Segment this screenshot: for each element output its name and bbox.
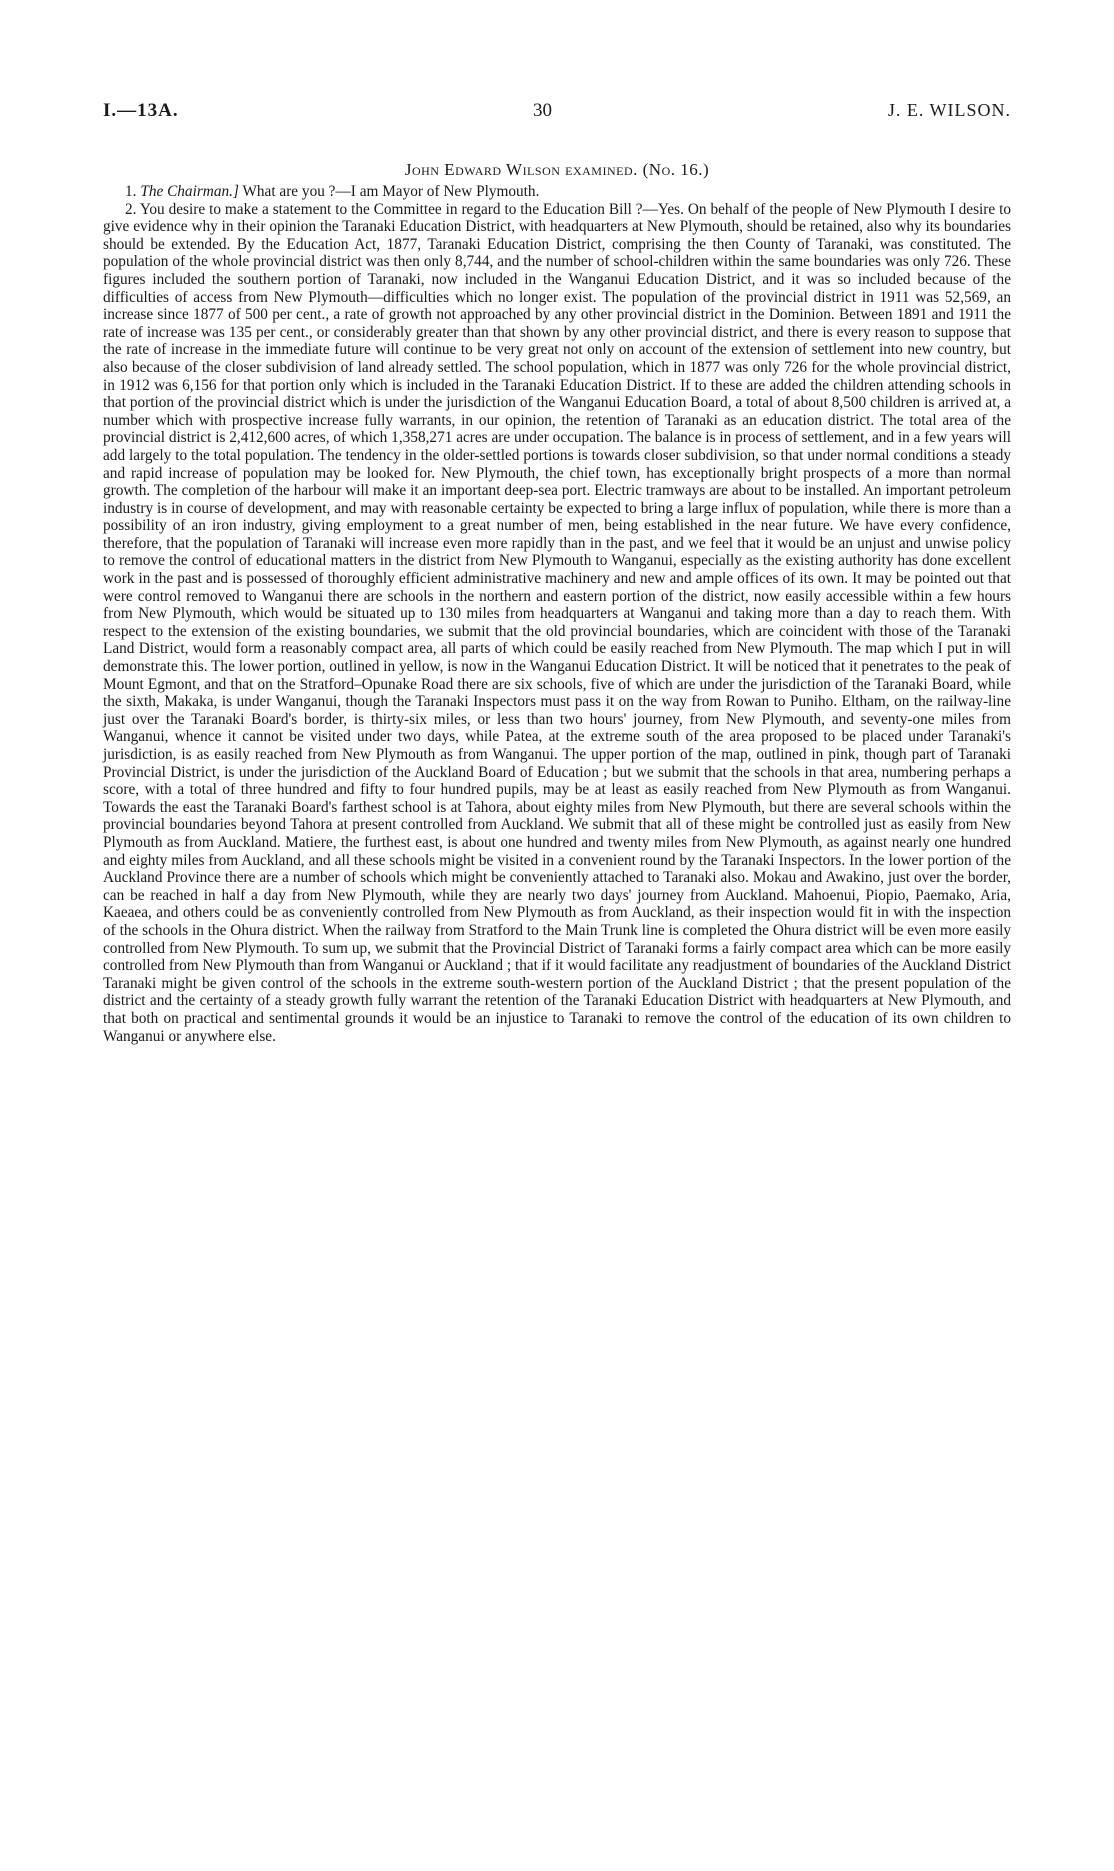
examination-heading: John Edward Wilson examined. (No. 16.) xyxy=(404,160,710,179)
question-number: 2. xyxy=(125,200,137,218)
question-text: You desire to make a statement to the Committee in regard to the Education Bill ?—Yes. On behalf of the people of New Plymouth I desire to give evidence why in their opinion the Taranaki Education District, with headquarters at New Plymouth, should be retained, also why its boundaries should be extended. By the Education Act, 1877, Taranaki Education District, comprising the then County of Taranaki, was constituted. The population of the whole provincial district was then only 8,744, and the number of school-children within the same boundaries was only 726. These figures included the southern portion of Taranaki, now included in the Wanganui Education District, and it was so included because of the difficulties of access from New Plymouth—difficulties which no longer exist. The population of the provincial district in 1911 was 52,569, an increase since 1877 of 500 per cent., a rate of growth not approached by any other provincial district in the Dominion. Between 1891 and 1911 the rate of increase was 135 per cent., or considerably greater than that shown by any other provincial district, and there is every reason to suppose that the rate of increase in the immediate future will continue to be very great not only on account of the extension of settlement into new country, but also because of the closer subdivision of land already settled. The school population, which in 1877 was only 726 for the whole provincial district, in 1912 was 6,156 for that portion only which is included in the Taranaki Education District. If to these are added the children attending schools in that portion of the provincial district which is under the jurisdiction of the Wanganui Education Board, a total of about 8,500 children is arrived at, a number which with prospective increase fully warrants, in our opinion, the retention of Taranaki as an education district. The total area of the provincial district is 2,412,600 acres, of which 1,358,271 acres are under occupation. The balance is in process of settlement, and in a few years will add largely to the total population. The tendency in the older-settled portions is towards closer subdivision, so that under normal conditions a steady and rapid increase of population may be looked for. New Plymouth, the chief town, has exceptionally bright prospects of a more than normal growth. The completion of the harbour will make it an important deep-sea port. Electric tramways are about to be installed. An important petroleum industry is in course of development, and may with reasonable certainty be expected to bring a large influx of population, while there is more than a possibility of an iron industry, giving employment to a great number of men, being established in the near future. We have every confidence, therefore, that the population of Taranaki will increase even more rapidly than in the past, and we feel that it would be an unjust and unwise policy to remove the control of educational matters in the district from New Plymouth to Wanganui, especially as the existing authority has done excellent work in the past and is possessed of thoroughly efficient administrative machinery and new and ample offices of its own. It may be pointed out that were control removed to Wanganui there are schools in the northern and eastern portion of the district, now easily accessible within a few hours from New Plymouth, which would be situated up to 130 miles from headquarters at Wanganui and taking more than a day to reach them. With respect to the extension of the existing boundaries, we submit that the old provincial boundaries, which are coincident with those of the Taranaki Land District, would form a reasonably compact area, all parts of which could be easily reached from New Plymouth. The map which I put in will demonstrate this. The lower portion, outlined in yellow, is now in the Wanganui Education District. It will be noticed that it penetrates to the peak of Mount Egmont, and that on the Stratford–Opunake Road there are six schools, five of which are under the jurisdiction of the Taranaki Board, while the sixth, Makaka, is under Wanganui, though the Taranaki Inspectors must pass it on the way from Rowan to Puniho. Eltham, on the railway-line just over the Taranaki Board's border, is thirty-six miles, or less than two hours' journey, from New Plymouth, and seventy-one miles from Wanganui, whence it cannot be visited under two days, while Patea, at the extreme south of the area proposed to be placed under Taranaki's jurisdiction, is as easily reached from New Plymouth as from Wanganui. The upper portion of the map, outlined in pink, though part of Taranaki Provincial District, is under the jurisdiction of the Auckland Board of Education ; but we submit that the schools in that area, numbering perhaps a score, with a total of three hundred and fifty to four hundred pupils, may be at least as easily reached from New Plymouth as from Wanganui. Towards the east the Taranaki Board's farthest school is at Tahora, about eighty miles from New Plymouth, but there are several schools within the provincial boundaries beyond Tahora at present controlled from Auckland. We submit that all of these might be controlled just as easily from New Plymouth as from Auckland. Matiere, the furthest east, is about one hundred and twenty miles from New Plymouth, as against nearly one hundred and eighty miles from Auckland, and all these schools might be visited in a convenient round by the Taranaki Inspectors. In the lower portion of the Auckland Province there are a number of schools which might be conveniently attached to Taranaki also. Mokau and Awakino, just over the border, can be reached in half a day from New Plymouth, while they are nearly two days' journey from Auckland. Mahoenui, Piopio, Paemako, Aria, Kaeaea, and others could be as conveniently controlled from New Plymouth as from Auckland, as their inspection would fit in with the inspection of the schools in the Ohura district. When the railway from Stratford to the Main Trunk line is completed the Ohura district will be even more easily controlled from New Plymouth. To sum up, we submit that the Provincial District of Taranaki forms a fairly compact area which can be more easily controlled from New Plymouth than from Wanganui or Auckland ; that if it would facilitate any readjustment of boundaries of the Auckland District Taranaki might be given control of the schools in the extreme south-western portion of the Auckland District ; that the present population of the district and the certainty of a steady growth fully warrant the retention of the Taranaki Education District with headquarters at New Plymouth, and that both on practical and sentimental grounds it would be an injustice to Taranaki to remove the control of the education of its own children to Wanganui or anywhere else. xyxy=(103,200,1011,1045)
question-paragraph-2 xyxy=(103,201,1011,1046)
witness-name: J. E. WILSON. xyxy=(887,100,1011,120)
speaker-label: The Chairman.] xyxy=(140,183,239,200)
question-number: 1. xyxy=(125,183,137,200)
question-paragraph-1 xyxy=(103,183,1011,201)
page-number: 30 xyxy=(533,100,552,121)
question-text: What are you ?—I am Mayor of New Plymouth. xyxy=(242,183,540,200)
testimony-body xyxy=(103,183,1011,1045)
page-header xyxy=(103,100,1011,130)
document-reference: I.—13A. xyxy=(103,100,179,121)
